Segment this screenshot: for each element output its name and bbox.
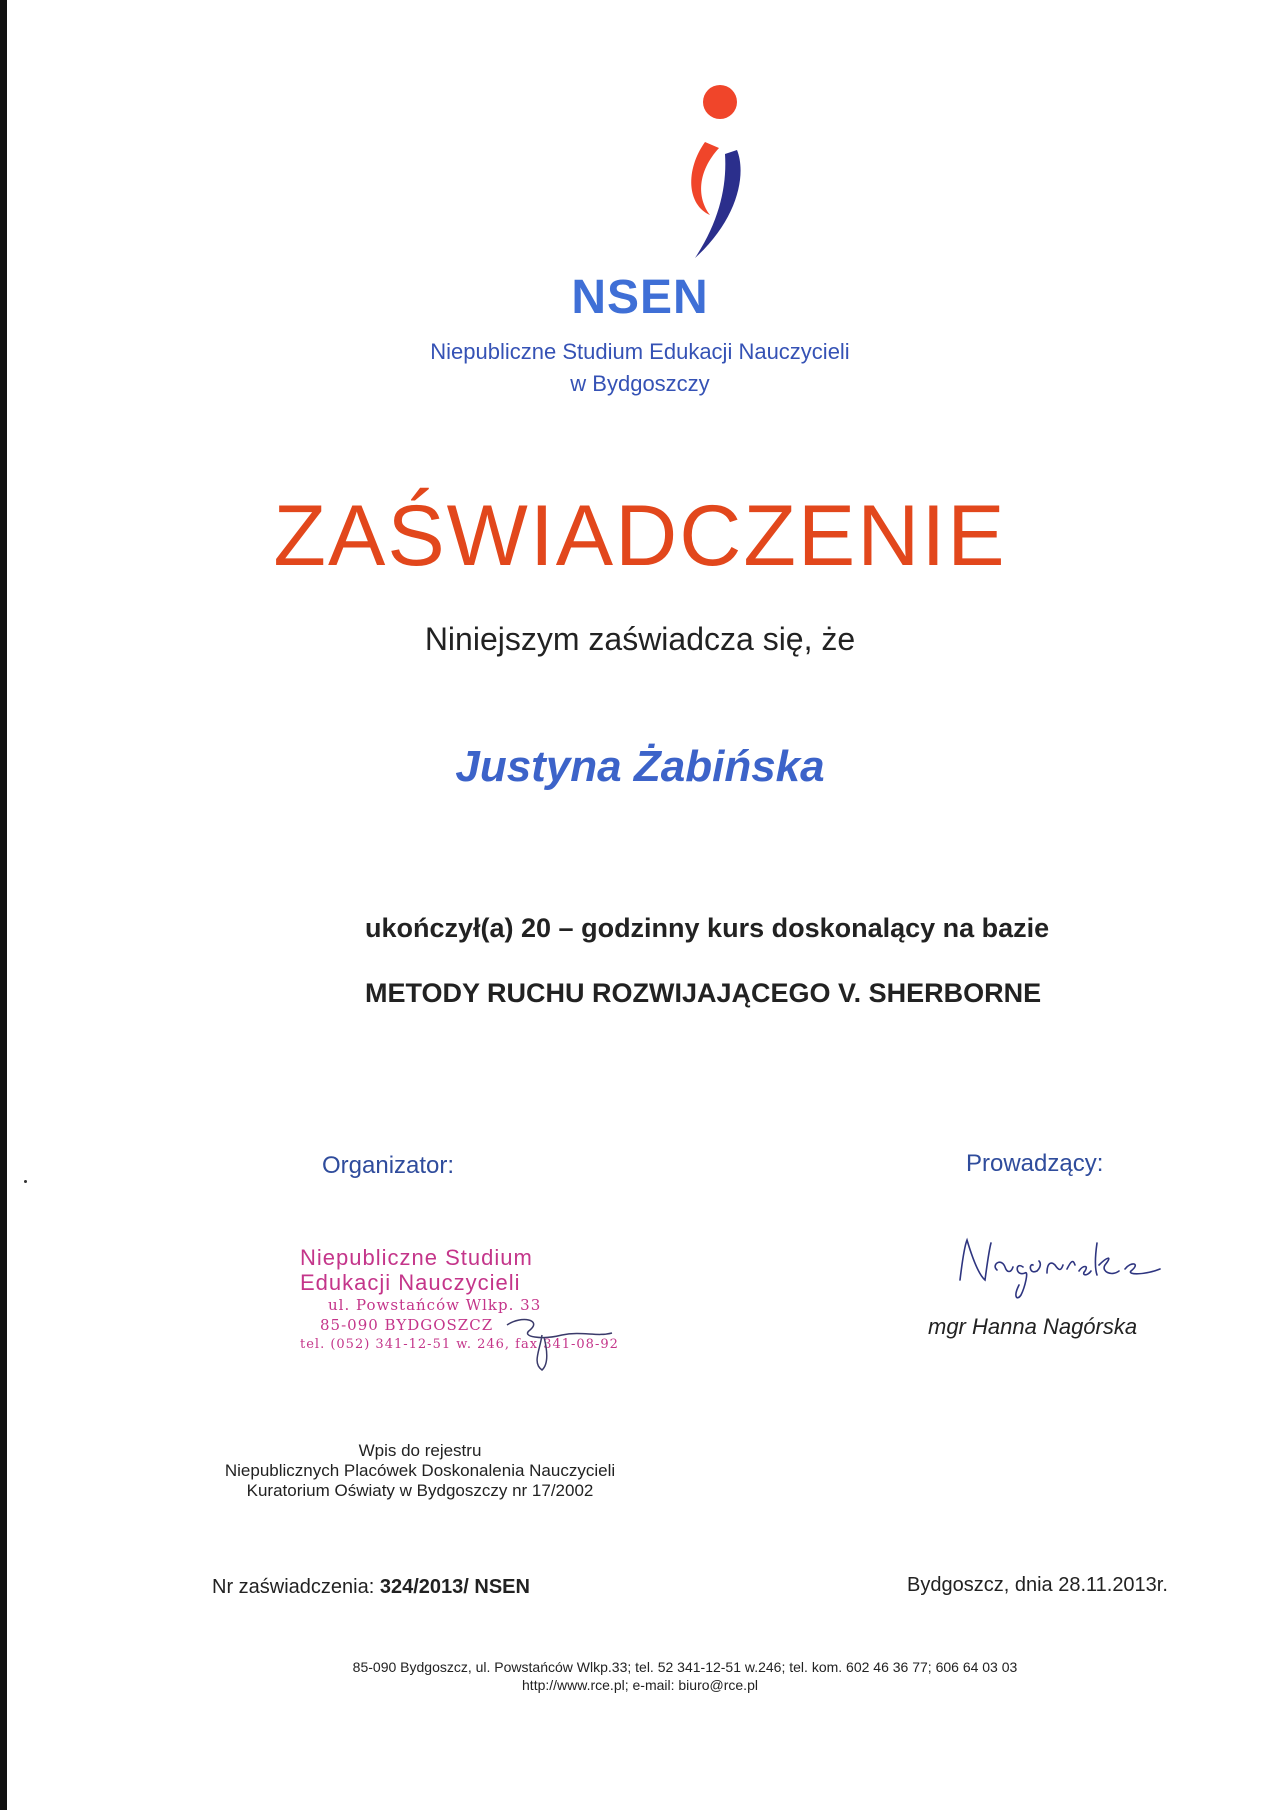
lead-name: mgr Hanna Nagórska	[928, 1314, 1138, 1339]
course-method: METODY RUCHU ROZWIJAJĄCEGO V. SHERBORNE	[365, 978, 1042, 1008]
recipient-name: Justyna Żabińska	[455, 742, 825, 791]
registry-line-1: Wpis do rejestru	[358, 1441, 482, 1460]
footer-web: http://www.rce.pl; e-mail: biuro@rce.pl	[522, 1677, 758, 1693]
registry-line-3: Kuratorium Oświaty w Bydgoszczy nr 17/2002	[246, 1481, 594, 1500]
scan-speck	[24, 1180, 27, 1183]
institution-line-2: w Bydgoszczy	[570, 371, 710, 396]
stamp-line-3: ul. Powstańców Wlkp. 33	[328, 1296, 542, 1314]
certificate-intro: Niniejszym zaświadcza się, że	[424, 621, 856, 657]
institution-line-1: Niepubliczne Studium Edukacji Nauczycieli	[430, 339, 850, 364]
stamp-line-2: Edukacji Nauczycieli	[300, 1270, 521, 1295]
lead-label: Prowadzący:	[966, 1150, 1104, 1177]
organizer-label: Organizator:	[322, 1152, 455, 1179]
institution-name	[0, 336, 1280, 400]
certificate-number-label: Nr zaświadczenia:	[212, 1576, 380, 1598]
brand-name: NSEN	[571, 271, 709, 324]
stamp-line-1: Niepubliczne Studium	[300, 1245, 533, 1270]
footer-contact	[0, 1658, 1280, 1694]
nsen-logo-icon	[675, 80, 765, 270]
registry-line-2: Niepublicznych Placówek Doskonalenia Nauczycieli	[224, 1461, 616, 1480]
footer-address: 85-090 Bydgoszcz, ul. Powstańców Wlkp.33; tel. 52 341-12-51 w.246; tel. kom. 602 46 36 77; 606 64 03 03	[352, 1659, 1018, 1675]
certificate-number-value: 324/2013/ NSEN	[379, 1576, 530, 1598]
certificate-number	[212, 1576, 530, 1599]
stamp-line-5: tel. (052) 341-12-51 w. 246, fax 341-08-92	[300, 1337, 619, 1352]
lead-signature	[955, 1225, 1175, 1305]
course-description: ukończył(a) 20 – godzinny kurs doskonalący na bazie	[365, 913, 1050, 943]
organizer-signature-scribble	[502, 1315, 622, 1375]
registry-info	[215, 1441, 625, 1501]
stamp-line-4: 85-090 BYDGOSZCZ	[320, 1316, 494, 1334]
place-and-date: Bydgoszcz, dnia 28.11.2013r.	[907, 1574, 1168, 1596]
certificate-title: ZAŚWIADCZENIE	[273, 488, 1007, 584]
